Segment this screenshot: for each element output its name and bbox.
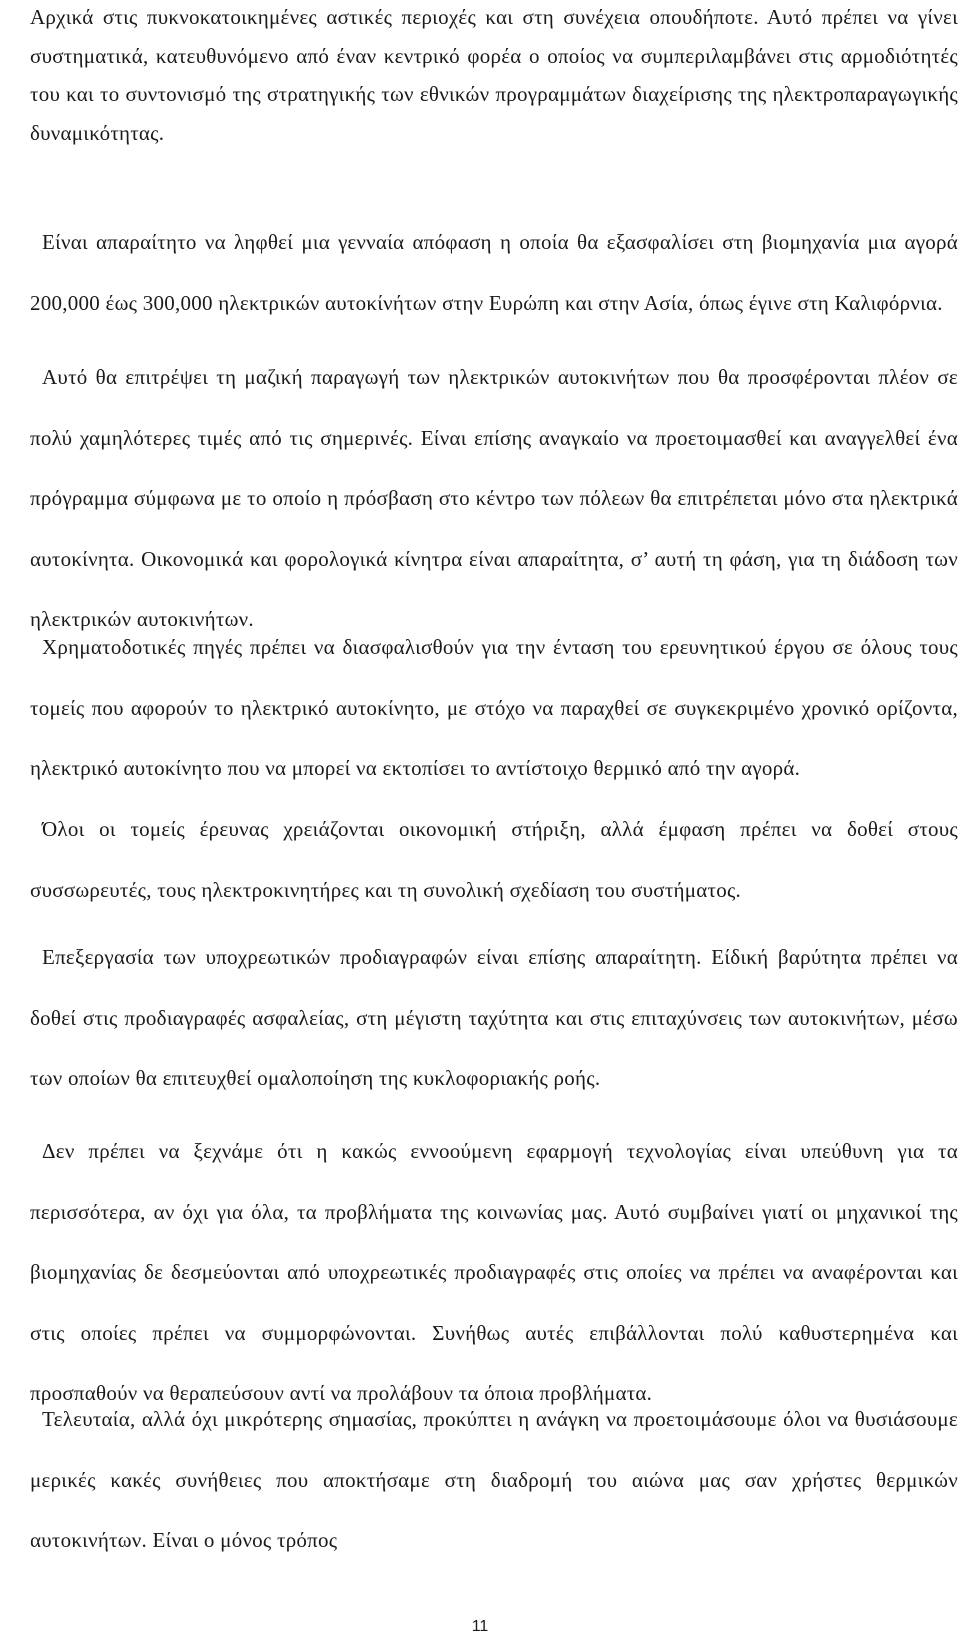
paragraph-4-block <box>30 617 958 799</box>
paragraph-7: Δεν πρέπει να ξεχνάμε ότι η κακώς εννοούμενη εφαρμογή τεχνολογίας είναι υπεύθυνη για τα περισσότερα, αν όχι για όλα, τα προβλήματα της κοινωνίας μας. Αυτό συμβαίνει γιατί οι μηχανικοί της βιομηχανίας δε δεσμεύονται από υποχρεωτικές προδιαγραφές στις οποίες να πρέπει να αναφέρονται και στις οποίες πρέπει να συμμορφώνονται. Συνήθως αυτές επιβάλλονται πολύ καθυστερημένα και προσπαθούν να θεραπεύσουν αντί να προλάβουν τα όποια προβλήματα. <box>30 1139 958 1405</box>
paragraph-2-block <box>30 212 958 333</box>
paragraph-8: Τελευταία, αλλά όχι μικρότερης σημασίας, προκύπτει η ανάγκη να προετοιμάσουμε όλοι να θυσιάσουμε μερικές κακές συνήθειες που αποκτήσαμε στη διαδρομή του αιώνα μας σαν χρήστες θερμικών αυτοκινήτων. Είναι ο μόνος τρόπος <box>30 1407 958 1552</box>
page-number: 11 <box>471 1618 489 1635</box>
document-page <box>30 0 958 1647</box>
paragraph-5: Όλοι οι τομείς έρευνας χρειάζονται οικονομική στήριξη, αλλά έμφαση πρέπει να δοθεί στους συσσωρευτές, τους ηλεκτροκινητήρες και τη συνολική σχεδίαση του συστήματος. <box>30 817 958 902</box>
paragraph-5-block <box>30 799 958 920</box>
paragraph-3: Αυτό θα επιτρέψει τη μαζική παραγωγή των ηλεκτρικών αυτοκινήτων που θα προσφέρονται πλέον σε πολύ χαμηλότερες τιμές από τις σημερινές. Είναι επίσης αναγκαίο να προετοιμασθεί και αναγγελθεί ένα πρόγραμμα σύμφωνα με το οποίο η πρόσβαση στο κέντρο των πόλεων θα επιτρέπεται μόνο στα ηλεκτρικά αυτοκίνητα. Οικονομικά και φορολογικά κίνητρα είναι απαραίτητα, σ’ αυτή τη φάση, για τη διάδοση των ηλεκτρικών αυτοκινήτων. <box>30 365 958 631</box>
paragraph-1: Αρχικά στις πυκνοκατοικημένες αστικές περιοχές και στη συνέχεια οπουδήποτε. Αυτό πρέπει να γίνει συστηματικά, κατευθυνόμενο από έναν κεντρικό φορέα ο οποίος να συμπεριλαμβάνει στις αρμοδιότητές του και το συντονισμό της στρατηγικής των εθνικών προγραμμάτων διαχείρισης της ηλεκτροπαραγωγικής δυναμικότητας. <box>30 5 958 145</box>
paragraph-6: Επεξεργασία των υποχρεωτικών προδιαγραφών είναι επίσης απαραίτητη. Είδική βαρύτητα πρέπει να δοθεί στις προδιαγραφές ασφαλείας, στη μέγιστη ταχύτητα και στις επιταχύνσεις των αυτοκινήτων, μέσω των οποίων θα επιτευχθεί ομαλοποίηση της κυκλοφοριακής ροής. <box>30 945 958 1090</box>
paragraph-4: Χρηματοδοτικές πηγές πρέπει να διασφαλισθούν για την ένταση του ερευνητικού έργου σε όλους τους τομείς που αφορούν το ηλεκτρικό αυτοκίνητο, με στόχο να παραχθεί σε συγκεκριμένο χρονικό ορίζοντα, ηλεκτρικό αυτοκίνητο που να μπορεί να εκτοπίσει το αντίστοιχο θερμικό από την αγορά. <box>30 635 958 780</box>
paragraph-6-block <box>30 927 958 1109</box>
paragraph-2: Είναι απαραίτητο να ληφθεί μια γενναία απόφαση η οποία θα εξασφαλίσει στη βιομηχανία μια αγορά 200,000 έως 300,000 ηλεκτρικών αυτοκίνήτων στην Ευρώπη και στην Ασία, όπως έγινε στη Καλιφόρνια. <box>30 230 958 315</box>
paragraph-3-block <box>30 347 958 650</box>
paragraph-8-block <box>30 1389 958 1571</box>
paragraph-7-block <box>30 1121 958 1424</box>
